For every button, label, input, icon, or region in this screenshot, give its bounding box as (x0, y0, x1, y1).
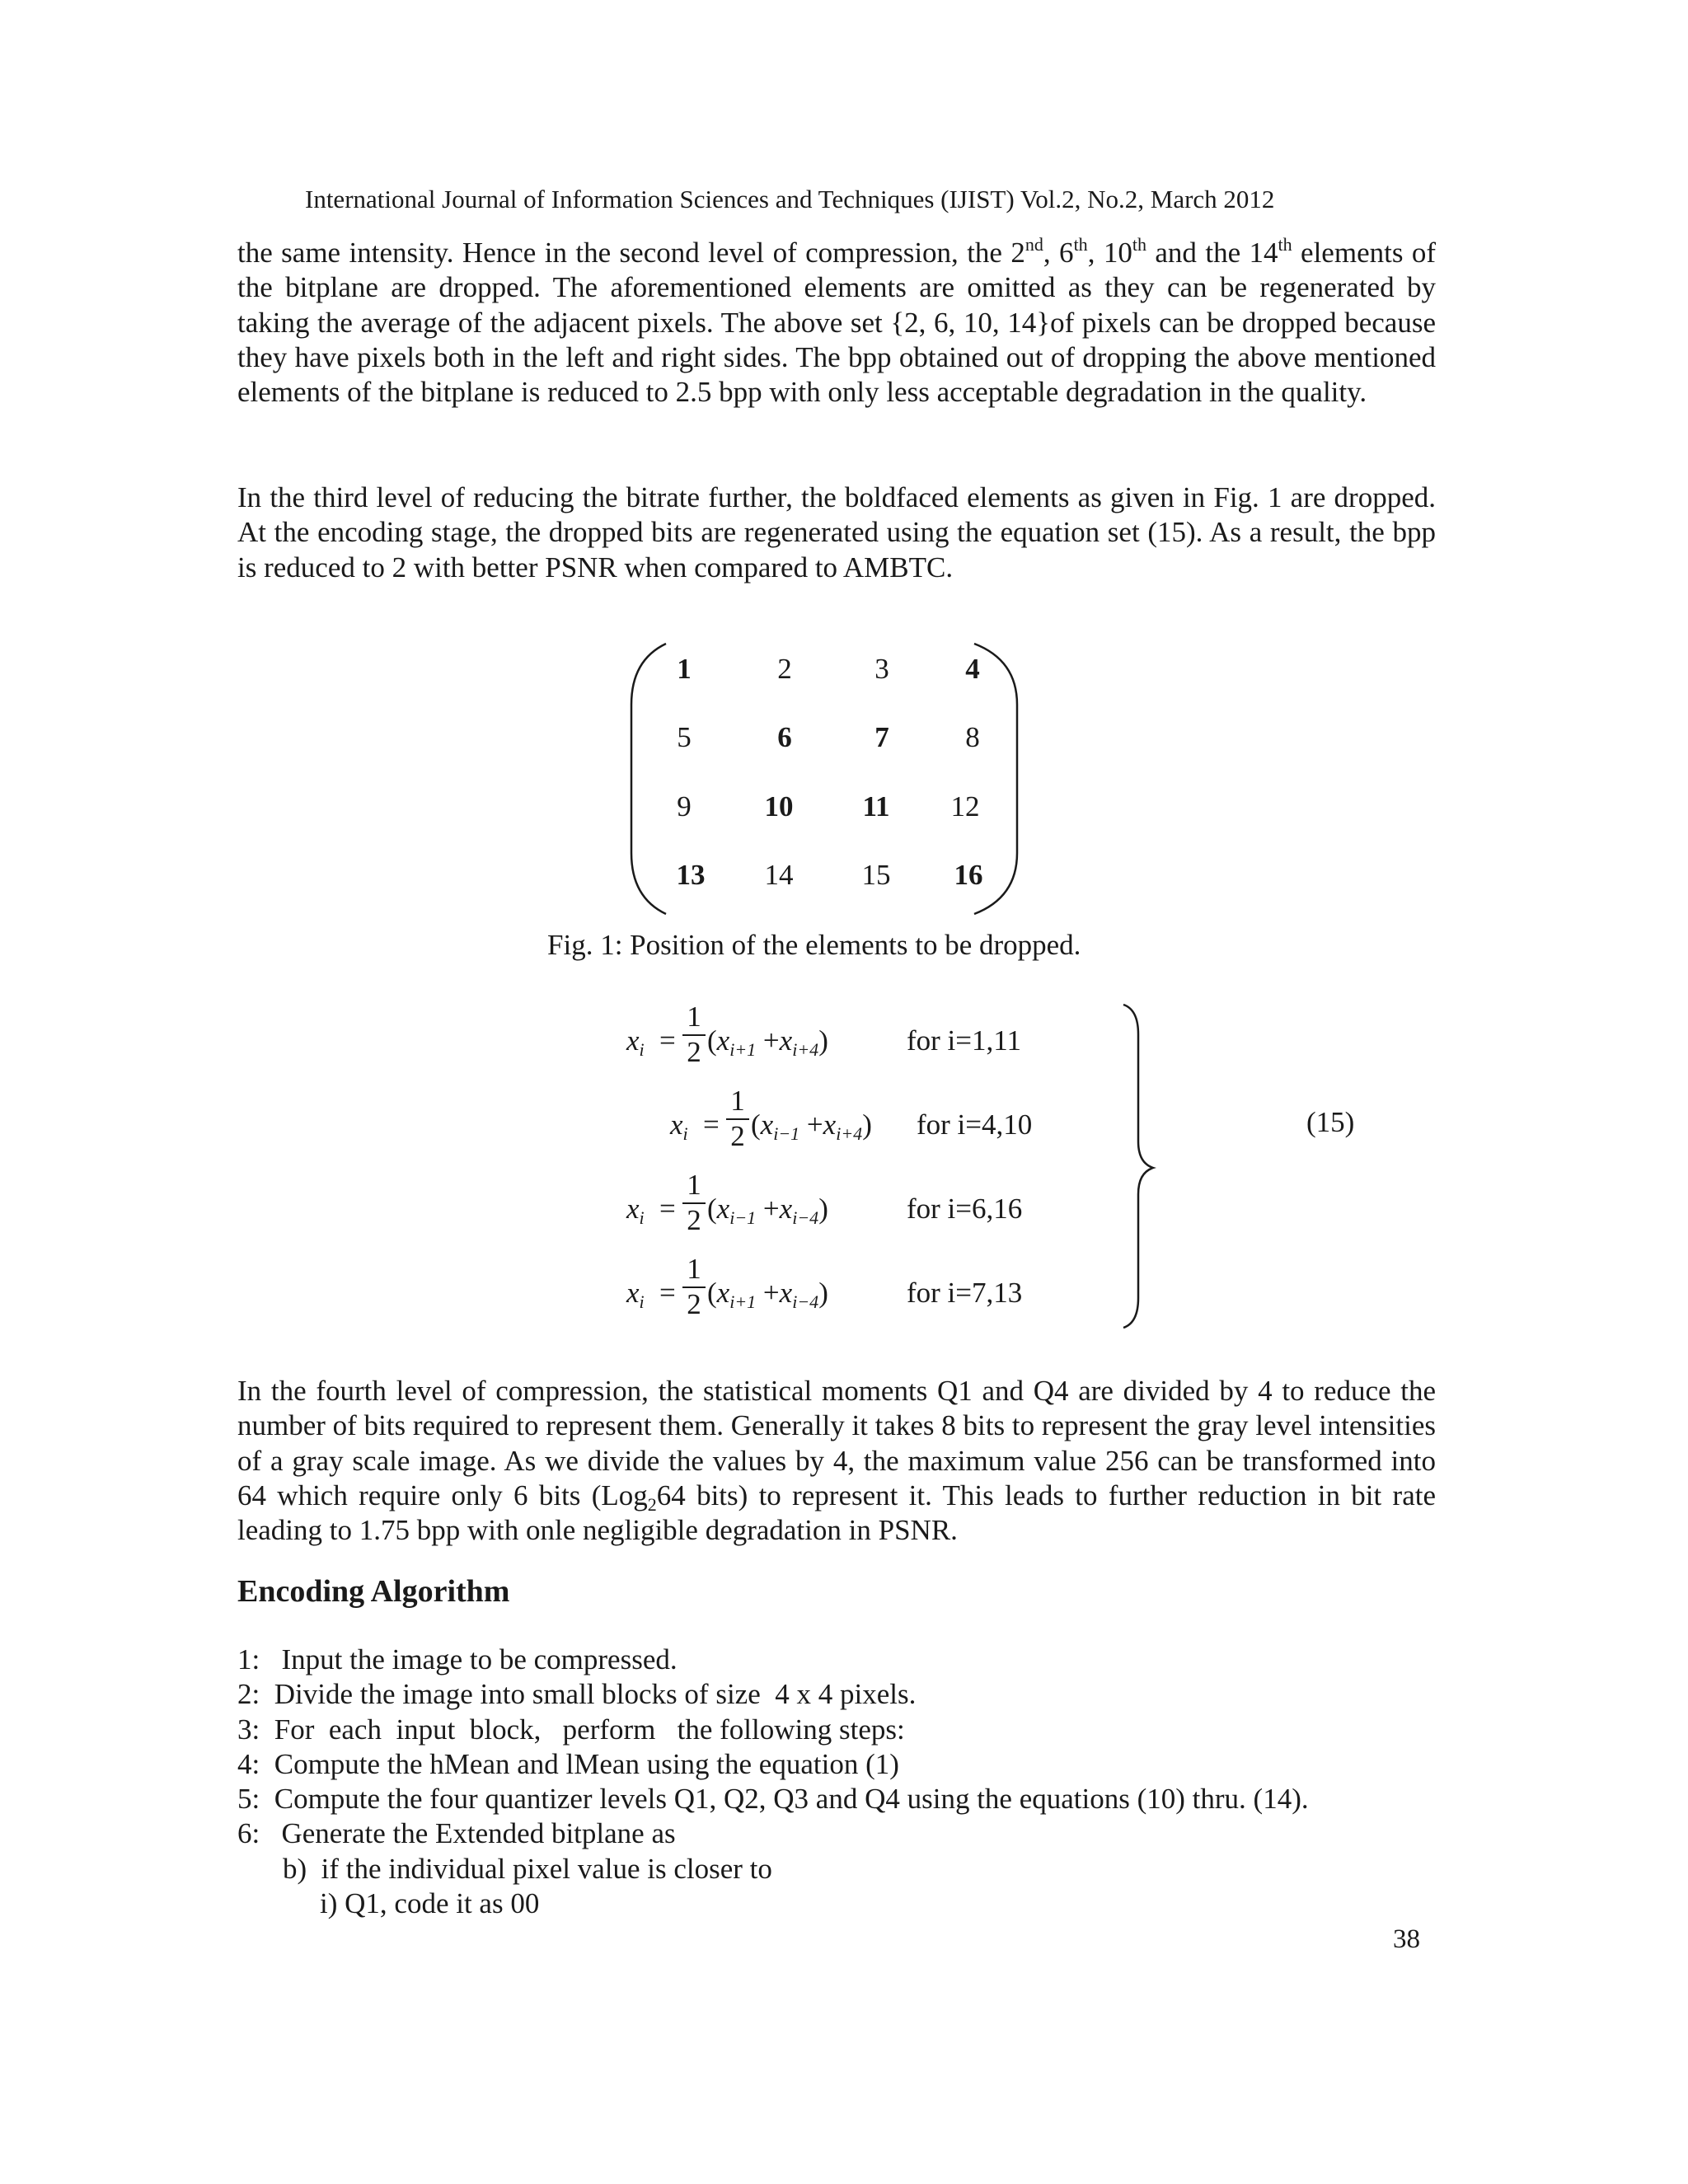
step-1: 1: Input the image to be compressed. (237, 1643, 678, 1675)
right-brace (1117, 1001, 1166, 1331)
matrix-cell-13: 13 (676, 859, 706, 891)
running-header: International Journal of Information Sciences and Techniques (IJIST) Vol.2, No.2, March 2012 (305, 185, 1275, 213)
para1-sup-nd: nd (1025, 234, 1043, 255)
eq3-fraction: 1 2 (682, 1169, 706, 1237)
para1-text-b: , 6 (1043, 237, 1074, 269)
para1-sup-th-2: th (1132, 234, 1146, 255)
eq1-lhs: $x_i$ (626, 1024, 645, 1060)
eq1-fraction: 1 2 (682, 1001, 706, 1069)
para3-text-b: 64 bits) to represent it. This leads to further reduction in bit rate leading to 1.75 bpp with onle negligible degradation in PSNR. (237, 1479, 1437, 1547)
eq3-rhs: $(x_{i-1} +x_{i-4})$ (707, 1193, 828, 1228)
para3-text-a: In the fourth level of compression, the statistical moments Q1 and Q4 are divided by 4 to reduce the number of bits required to represent them. Generally it takes 8 bits to represent the gray level intensities of a gray scale image. As we divide the values by 4, the maximum value 256 can be transformed into 64 which require only 6 bits (Log (237, 1375, 1437, 1511)
step-6: 6: Generate the Extended bitplane as (237, 1817, 676, 1850)
eq1-condition: for i=1,11 (907, 1024, 1021, 1057)
matrix-cell-10: 10 (764, 790, 794, 823)
eq2-equals: = (703, 1108, 720, 1141)
matrix-cell-1: 1 (677, 653, 692, 685)
matrix-cell-8: 8 (965, 721, 980, 753)
matrix-cell-15: 15 (861, 859, 891, 891)
para1-sup-th-1: th (1073, 234, 1088, 255)
page-number: 38 (1393, 1924, 1420, 1954)
eq1-equals: = (659, 1024, 676, 1057)
eq4-fraction: 1 2 (682, 1254, 706, 1321)
para1-text-c: , 10 (1087, 237, 1132, 269)
eq1-rhs: $(x_{i+1} +x_{i+4})$ (707, 1024, 828, 1060)
eq2-condition: for i=4,10 (917, 1108, 1033, 1141)
algorithm-steps (237, 1643, 1474, 1921)
para1-sup-th-3: th (1278, 234, 1292, 255)
substep-b: b) if the individual pixel value is closer to (283, 1852, 772, 1885)
matrix-cell-7: 7 (874, 721, 889, 753)
matrix-cell-16: 16 (954, 859, 983, 891)
step-2: 2: Divide the image into small blocks of size 4 x 4 pixels. (237, 1678, 917, 1711)
eq2-fraction: 1 2 (726, 1085, 749, 1153)
eq3-equals: = (659, 1193, 676, 1225)
equation-2 (610, 1085, 1187, 1168)
eq4-rhs: $(x_{i+1} +x_{i-4})$ (707, 1277, 828, 1312)
matrix-cell-6: 6 (777, 721, 792, 753)
matrix-cell-14: 14 (764, 859, 794, 891)
eq2-rhs: $(x_{i-1} +x_{i+4})$ (751, 1108, 872, 1144)
paragraph-third-level: In the third level of reducing the bitrate further, the boldfaced elements as given in Fig. 1 are dropped. At the encoding stage, the dropped bits are regenerated using the equation set (15). As a result, the bpp is reduced to 2 with better PSNR when compared to AMBTC. (237, 481, 1436, 583)
para3-sub-2: 2 (647, 1493, 657, 1515)
step-4: 4: Compute the hMean and lMean using the equation (1) (237, 1747, 899, 1780)
matrix-cell-12: 12 (950, 790, 980, 823)
eq4-lhs: $x_i$ (626, 1277, 645, 1312)
substep-i: i) Q1, code it as 00 (320, 1887, 540, 1920)
step-3: 3: For each input block, perform the following steps: (237, 1713, 905, 1746)
matrix-cell-5: 5 (677, 721, 692, 753)
matrix-cell-4: 4 (965, 653, 980, 685)
equation-set (610, 1001, 1434, 1347)
figure-matrix (626, 639, 1022, 919)
eq2-lhs: $x_i$ (670, 1108, 688, 1144)
eq4-equals: = (659, 1277, 676, 1309)
paragraph-fourth-level (237, 1374, 1436, 1548)
matrix-cell-3: 3 (874, 653, 889, 685)
equation-3 (610, 1169, 1187, 1252)
para1-text-d: and the 14 (1146, 237, 1278, 269)
equation-4 (610, 1254, 1187, 1336)
paragraph-second-level (237, 236, 1436, 410)
matrix-cell-9: 9 (677, 790, 692, 823)
para1-text-a: the same intensity. Hence in the second level of compression, the 2 (237, 237, 1025, 269)
matrix-cell-2: 2 (777, 653, 792, 685)
step-5: 5: Compute the four quantizer levels Q1, Q2, Q3 and Q4 using the equations (10) thru. (14). (237, 1783, 1309, 1816)
eq4-condition: for i=7,13 (907, 1277, 1023, 1309)
eq3-lhs: $x_i$ (626, 1193, 645, 1228)
figure-caption: Fig. 1: Position of the elements to be dropped. (547, 929, 1081, 961)
equation-1 (610, 1001, 1187, 1084)
eq3-condition: for i=6,16 (907, 1193, 1023, 1225)
matrix-cell-11: 11 (862, 790, 890, 823)
section-heading: Encoding Algorithm (237, 1574, 510, 1609)
para1-text-e: elements of the bitplane are dropped. The aforementioned elements are omitted as they can be regenerated by taking the average of the adjacent pixels. The above set {2, 6, 10, 14}of pixels can be dropped because they have pixels both in the left and right sides. The bpp obtained out of dropping the above mentioned elements of the bitplane is reduced to 2.5 bpp with only less acceptable degradation in the quality. (237, 237, 1437, 409)
equation-number: (15) (1306, 1106, 1355, 1138)
